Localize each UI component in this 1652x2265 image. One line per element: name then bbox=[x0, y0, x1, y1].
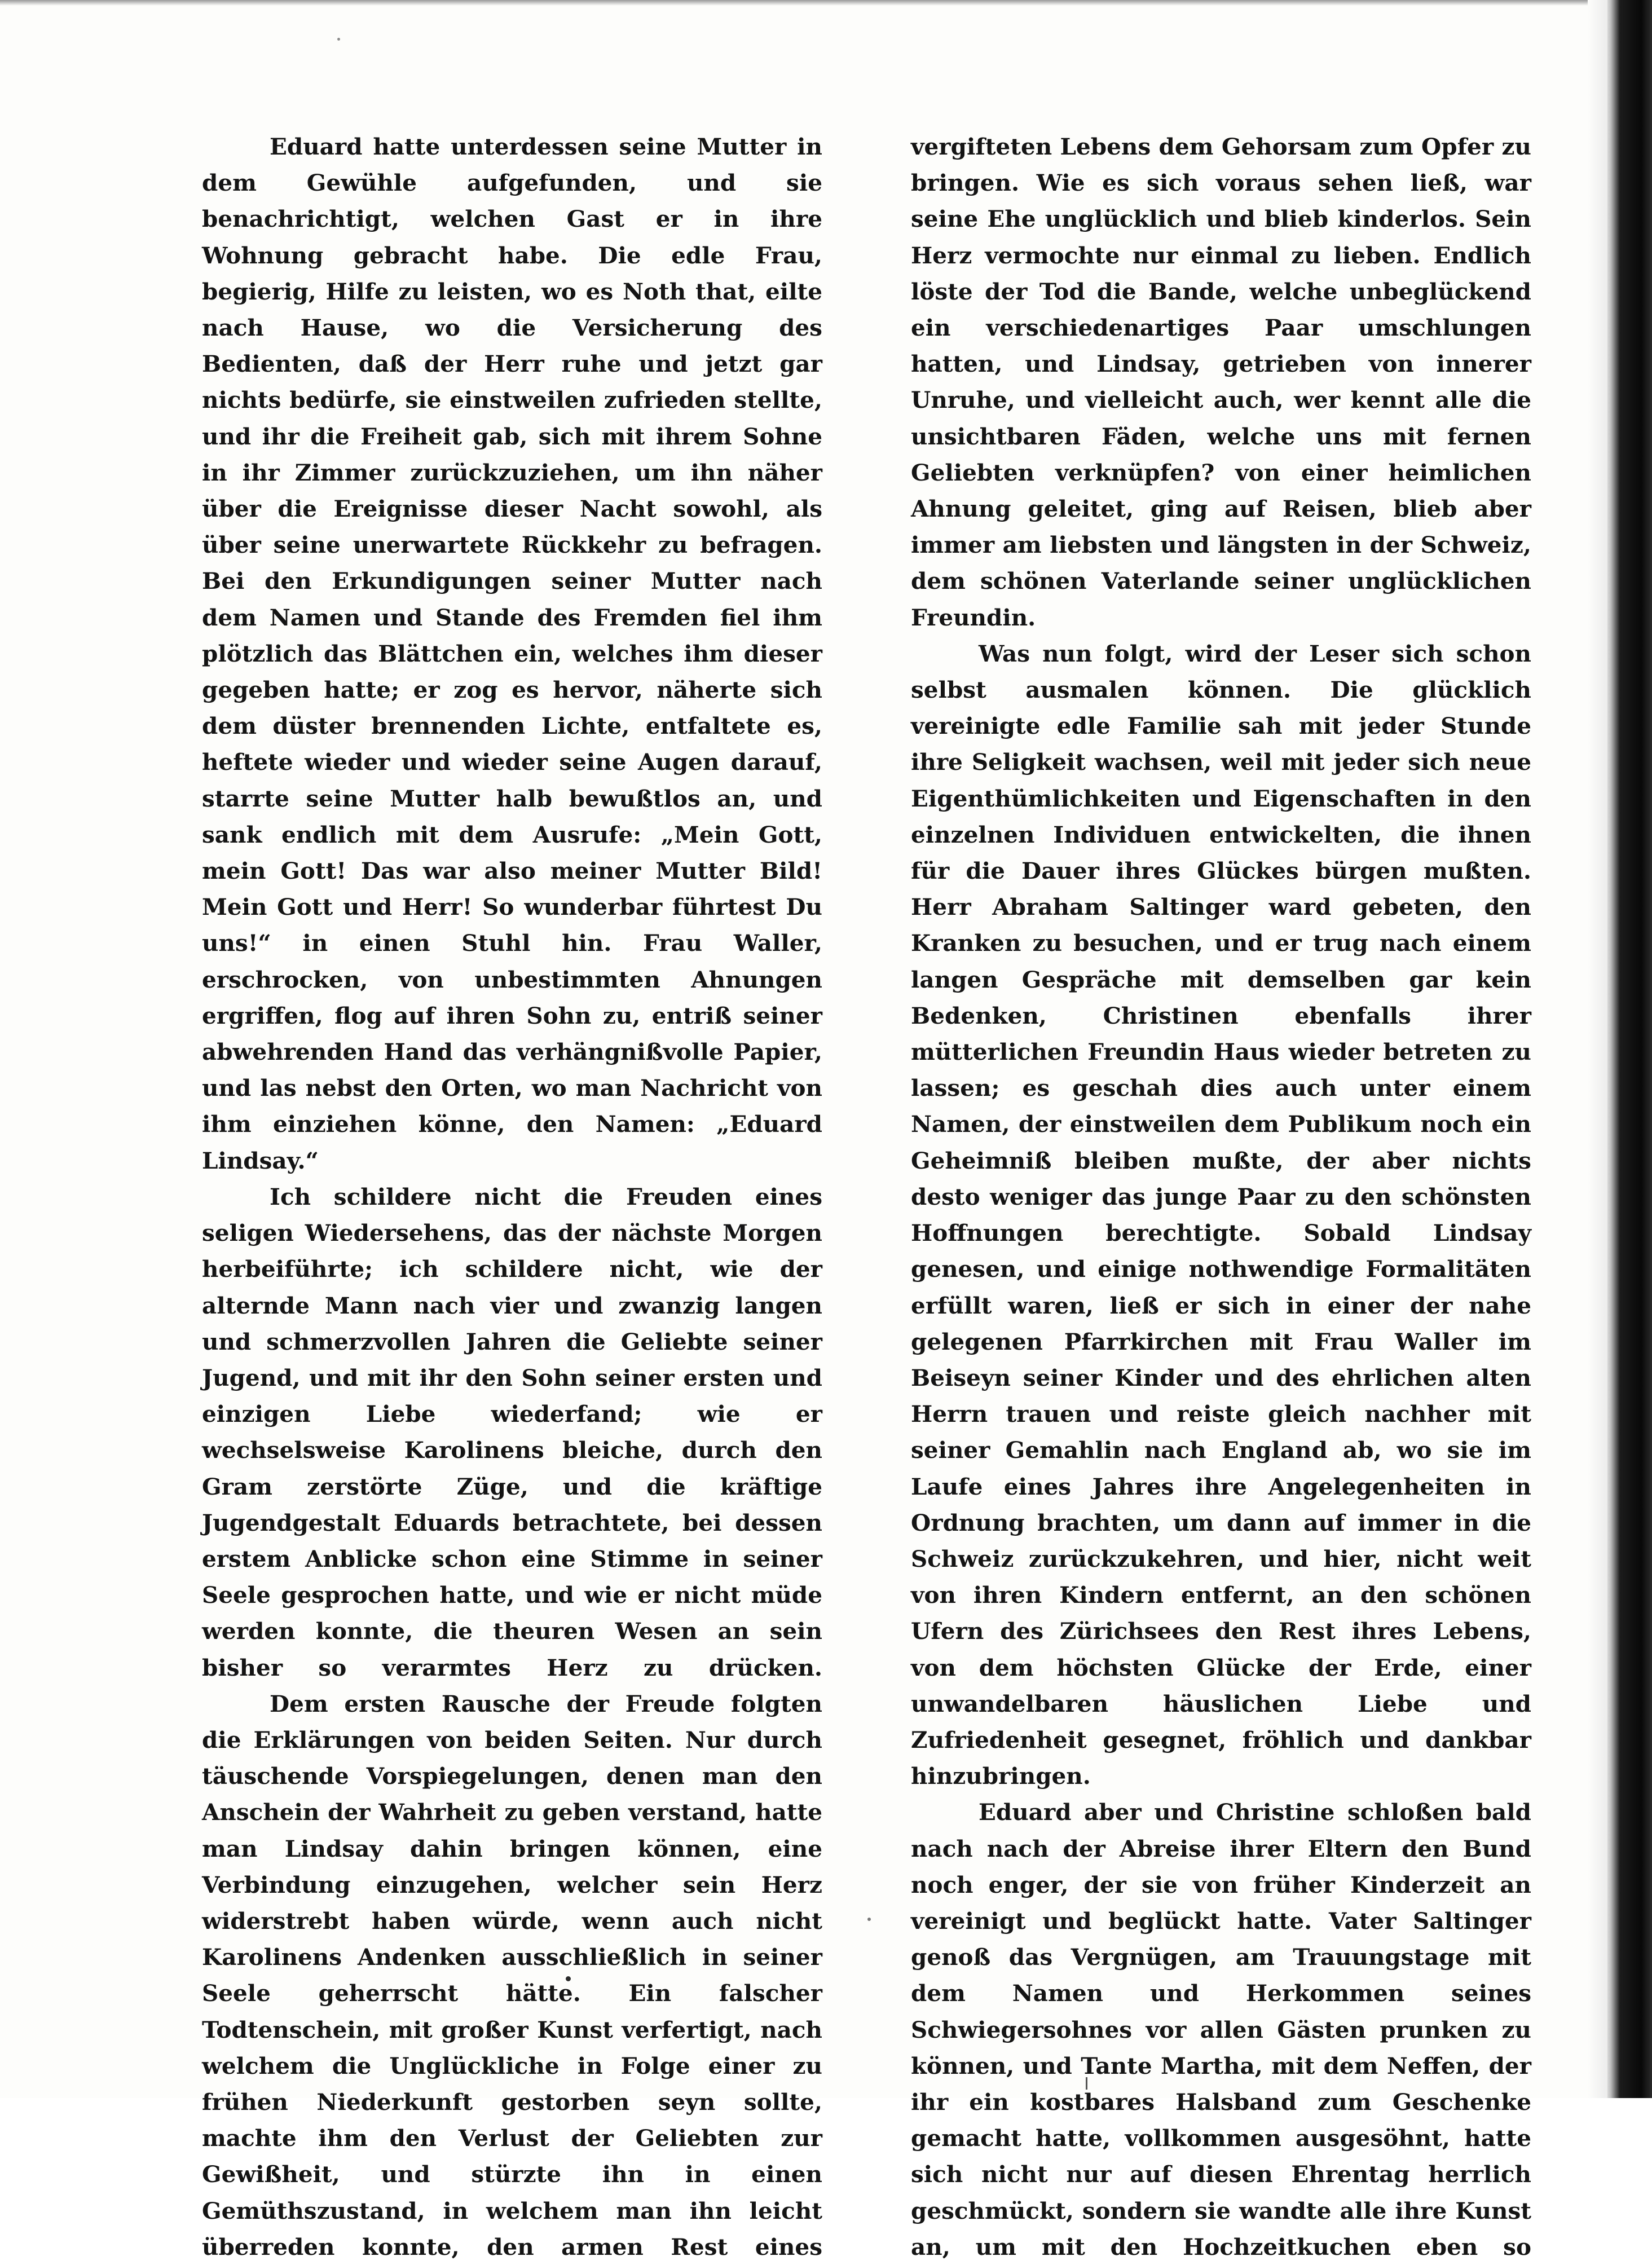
specks-mid bbox=[867, 1918, 871, 1921]
left-text-column bbox=[202, 129, 822, 2265]
right-paragraph-3: Eduard aber und Christine schloßen bald nach nach der Abreise ihrer Eltern den Bund noch enger, der sie von früher Kinderzeit an vereinigt und beglückt hatte. Vater Saltinger genoß das Vergnügen, am Trauungstage mit dem Namen und Herkommen seines Schwiegersohnes vor allen Gästen prunken zu können, und Tante Martha, mit dem Neffen, der ihr ein kostbares Halsband zum Geschenke gemacht hatte, vollkommen ausgesöhnt, hatte sich nicht nur auf diesen Ehrentag herrlich geschmückt, sondern sie wandte alle ihre Kunst an, um mit den Hochzeitkuchen eben so bbox=[911, 1799, 1531, 2260]
page-gutter-shadow bbox=[1588, 0, 1607, 2098]
right-paragraph-1: vergifteten Lebens dem Gehorsam zum Opfer zu bringen. Wie es sich voraus sehen ließ, war seine Ehe unglücklich und blieb kinderlos. Sein Herz vermochte nur einmal zu lieben. Endlich löste der Tod die Bande, welche unbeglückend ein verschiedenartiges Paar umschlungen hatten, und Lindsay, getrieben von innerer Unruhe, und vielleicht auch, wer kennt alle die unsichtbaren Fäden, welche uns mit fernen Geliebten verknüpfen? von einer heimlichen Ahnung geleitet, ging auf Reisen, blieb aber immer am liebsten und längsten in der Schweiz, dem schönen Vaterlande seiner unglücklichen Freundin. bbox=[911, 133, 1531, 631]
left-paragraph-2: Ich schildere nicht die Freuden eines seligen Wiedersehens, das der nächste Morgen herbeiführte; ich schildere nicht, wie der alternde Mann nach vier und zwanzig langen und schmerzvollen Jahren die Geliebte seiner Jugend, und mit ihr den Sohn seiner ersten und einzigen Liebe wiederfand; wie er wechselsweise Karolinens bleiche, durch den Gram zerstörte Züge, und die kräftige Jugendgestalt Eduards betrachtete, bei dessen erstem Anblicke schon eine Stimme in seiner Seele gesprochen hatte, und wie er nicht müde werden konnte, die theuren Wesen an sein bisher so verarmtes Herz zu drücken. bbox=[202, 1183, 822, 1681]
page-top-edge bbox=[0, 0, 1652, 6]
book-spine bbox=[1607, 0, 1652, 2098]
left-paragraph-3: Dem ersten Rausche der Freude folgten die Erklärungen von beiden Seiten. Nur durch täuschende Vorspiegelungen, denen man den Anschein der Wahrheit zu geben verstand, hatte man Lindsay dahin bringen können, eine Verbindung einzugehen, welcher sein Herz widerstrebt haben würde, wenn auch nicht Karolinens Andenken ausschließlich in seiner Seele geherrscht hätte. Ein falscher Todtenschein, mit großer Kunst verfertigt, nach welchem die Unglückliche in Folge einer zu frühen Niederkunft gestorben seyn sollte, machte ihm den Verlust der Geliebten zur Gewißheit, und stürzte ihn in einen Gemüthszustand, in welchem man ihn leicht überreden konnte, den armen Rest eines bbox=[202, 1690, 822, 2260]
specks-top bbox=[337, 38, 340, 41]
left-paragraph-1: Eduard hatte unterdessen seine Mutter in dem Gewühle aufgefunden, und sie benachrichtigt, welchen Gast er in ihre Wohnung gebracht habe. Die edle Frau, begierig, Hilfe zu leisten, wo es Noth that, eilte nach Hause, wo die Versicherung des Bedienten, daß der Herr ruhe und jetzt gar nichts bedürfe, sie einstweilen zufrieden stellte, und ihr die Freiheit gab, sich mit ihrem Sohne in ihr Zimmer zurückzuziehen, um ihn näher über die Ereignisse dieser Nacht sowohl, als über seine unerwartete Rückkehr zu befragen. Bei den Erkundigungen seiner Mutter nach dem Namen und Stande des Fremden fiel ihm plötzlich das Blättchen ein, welches ihm dieser gegeben hatte; er zog es hervor, näherte sich dem düster brennenden Lichte, entfaltete es, heftete wieder und wieder seine Augen darauf, starrte seine Mutter halb bewußtlos an, und sank endlich mit dem Ausrufe: „Mein Gott, mein Gott! Das war also meiner Mutter Bild! Mein Gott und Herr! So wunderbar führtest Du uns!“ in einen Stuhl hin. Frau Waller, erschrocken, von unbestimmten Ahnungen ergriffen, flog auf ihren Sohn zu, entriß seiner abwehrenden Hand das verhängnißvolle Papier, und las nebst den Orten, wo man Nachricht von ihm einziehen könne, den Namen: „Eduard Lindsay.“ bbox=[202, 133, 822, 1174]
right-paragraph-2: Was nun folgt, wird der Leser sich schon selbst ausmalen können. Die glücklich vereinigte edle Familie sah mit jeder Stunde ihre Seligkeit wachsen, weil mit jeder sich neue Eigenthümlichkeiten und Eigenschaften in den einzelnen Individuen entwickelten, die ihnen für die Dauer ihres Glückes bürgen mußten. Herr Abraham Saltinger ward gebeten, den Kranken zu besuchen, und er trug nach einem langen Gespräche mit demselben gar kein Bedenken, Christinen ebenfalls ihrer mütterlichen Freundin Haus wieder betreten zu lassen; es geschah dies auch unter einem Namen, der einstweilen dem Publikum noch ein Geheimniß bleiben mußte, der aber nichts desto weniger das junge Paar zu den schönsten Hoffnungen berechtigte. Sobald Lindsay genesen, und einige nothwendige Formalitäten erfüllt waren, ließ er sich in einer der nahe gelegenen Pfarrkirchen mit Frau Waller im Beiseyn seiner Kinder und des ehrlichen alten Herrn trauen und reiste gleich nachher mit seiner Gemahlin nach England ab, wo sie im Laufe eines Jahres ihre Angelegenheiten in Ordnung brachten, um dann auf immer in die Schweiz zurückzukehren, und hier, nicht weit von ihren Kindern entfernt, an den schönen Ufern des Zürichsees den Rest ihres Lebens, von dem höchsten Glücke der Erde, einer unwandelbaren häuslichen Liebe und Zufriedenheit gesegnet, fröhlich und dankbar hinzubringen. bbox=[911, 640, 1531, 1790]
right-text-column bbox=[911, 129, 1531, 2265]
